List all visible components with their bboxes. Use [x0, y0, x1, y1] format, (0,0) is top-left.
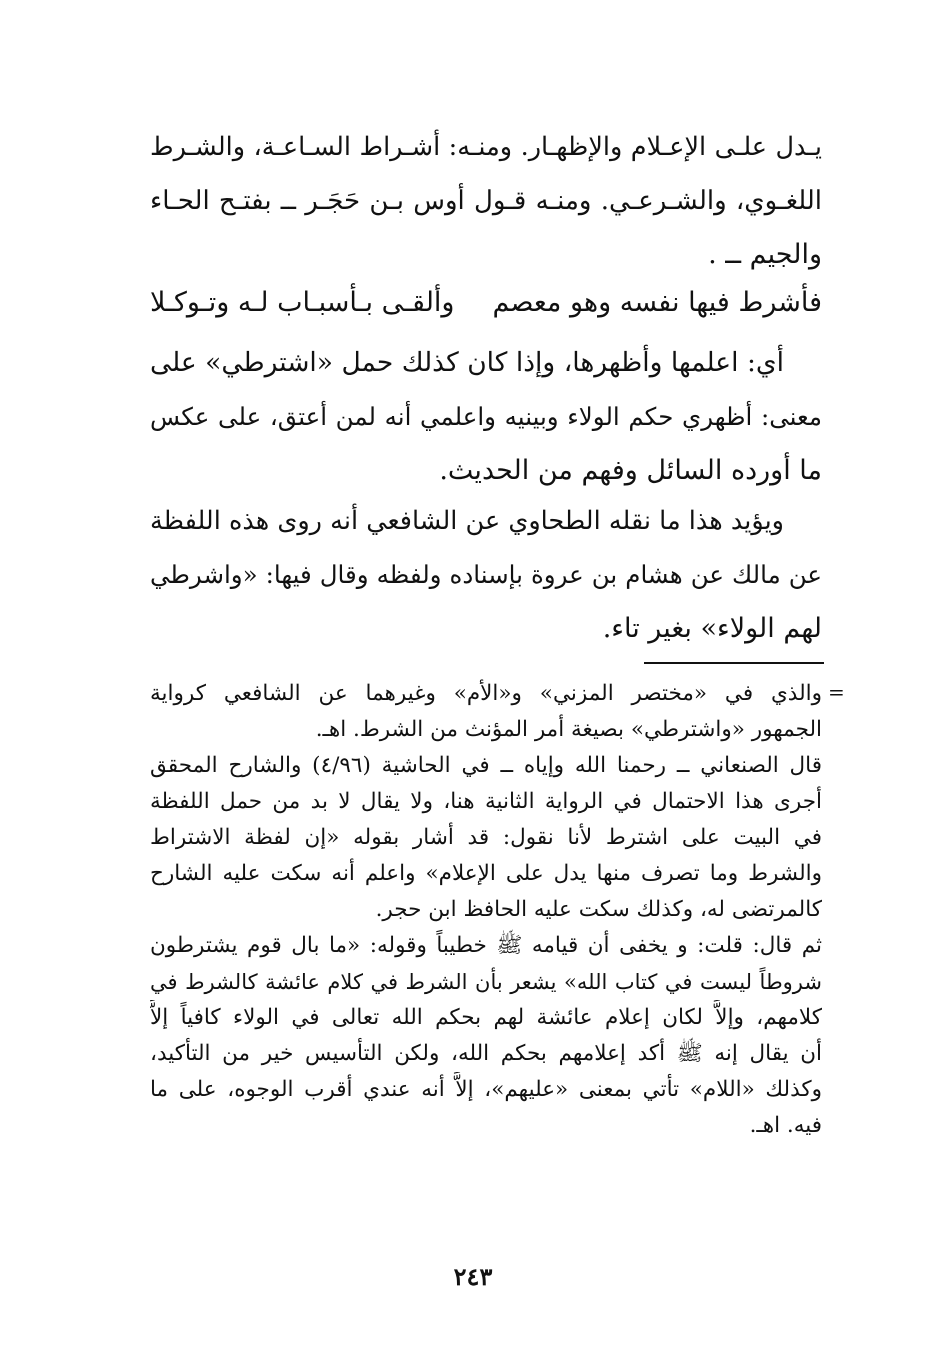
footnote-continuation-mark: = — [828, 680, 845, 704]
footnote-separator — [644, 662, 824, 664]
footnote-line: والذي في «مختصر المزني» و«الأم» وغيرهما عن الشافعي كرواية — [150, 681, 822, 706]
footnote-line: قال الصنعاني ــ رحمنا الله وإياه ــ في الحاشية (٤/٩٦) والشارح المحقق — [150, 753, 822, 778]
poetry-verse — [150, 276, 822, 330]
footnote-line: الجمهور «واشترطي» بصيغة أمر المؤنث من الشرط. اهـ. — [315, 717, 822, 742]
footnote-line: كالمرتضى له، وكذلك سكت عليه الحافظ ابن حجر. — [375, 897, 822, 922]
text-line: معنى: أظهري حكم الولاء وبينيه واعلمي أنه لمن أعتق، على عكس — [150, 402, 822, 431]
footnote — [150, 676, 822, 1144]
text-line: عن مالك عن هشام بن عروة بإسناده ولفظه وقال فيها: «واشرطي — [150, 560, 822, 589]
verse-second-hemistich: وألقـى بـأسبـاب لـه وتـوكـلا — [150, 287, 455, 318]
footnote-line: في البيت على اشترط لأنا نقول: قد أشار بقوله «إن لفظة الاشتراط — [150, 825, 822, 850]
footnote-line: والشرط وما تصرف منها يدل على الإعلام» واعلم أنه سكت عليه الشارح — [150, 861, 822, 886]
footnote-line: ثم قال: قلت: و يخفى أن قيامه ﷺ خطيباً وقوله: «ما بال قوم يشترطون — [150, 933, 822, 958]
footnote-line: شروطاً ليست في كتاب الله» يشعر بأن الشرط في كلام عائشة كالشرط في — [150, 970, 822, 994]
paragraph-1 — [150, 120, 822, 282]
text-line: أي: اعلمها وأظهرها، وإذا كان كذلك حمل «اشترطي» على — [150, 347, 784, 378]
footnote-line: أن يقال إنه ﷺ أكد إعلامهم بحكم الله، ولكن التأسيس خير من التأكيد، — [150, 1041, 822, 1066]
page-number: ٢٤٣ — [453, 1262, 493, 1291]
paragraph-3 — [150, 494, 822, 656]
text-line: اللغـوي، والشـرعـي. ومنـه قـول أوس بـن حَجَـر ــ بفتـح الحـاء — [150, 186, 822, 216]
text-line: ما أورده السائل وفهم من الحديث. — [439, 455, 822, 486]
footnote-line: فيه. اهـ. — [749, 1113, 822, 1138]
verse-first-hemistich: فأشرط فيها نفسه وهو معصم — [492, 287, 822, 318]
footnote-line: أجرى هذا الاحتمال في الرواية الثانية هنا، ولا يقال لا بد من حمل اللفظة — [150, 789, 822, 814]
footnote-line: كلامهم، وإلاَّ لكان إعلام عائشة لهم بحكم الله تعالى في الولاء كافياً إلاَّ — [150, 1005, 822, 1030]
text-line: والجيم ــ . — [708, 239, 822, 270]
paragraph-2 — [150, 336, 822, 498]
text-line: ويؤيد هذا ما نقله الطحاوي عن الشافعي أنه روى هذه اللفظة — [150, 506, 784, 536]
footnote-line: وكذلك «اللام» تأتي بمعنى «عليهم»، إلاَّ أنه عندي أقرب الوجوه، على ما — [150, 1077, 822, 1102]
text-line: لهم الولاء» بغير تاء. — [602, 613, 822, 644]
text-line: يـدل علـى الإعـلام والإظهـار. ومنـه: أشـراط السـاعـة، والشـرط — [150, 132, 822, 162]
